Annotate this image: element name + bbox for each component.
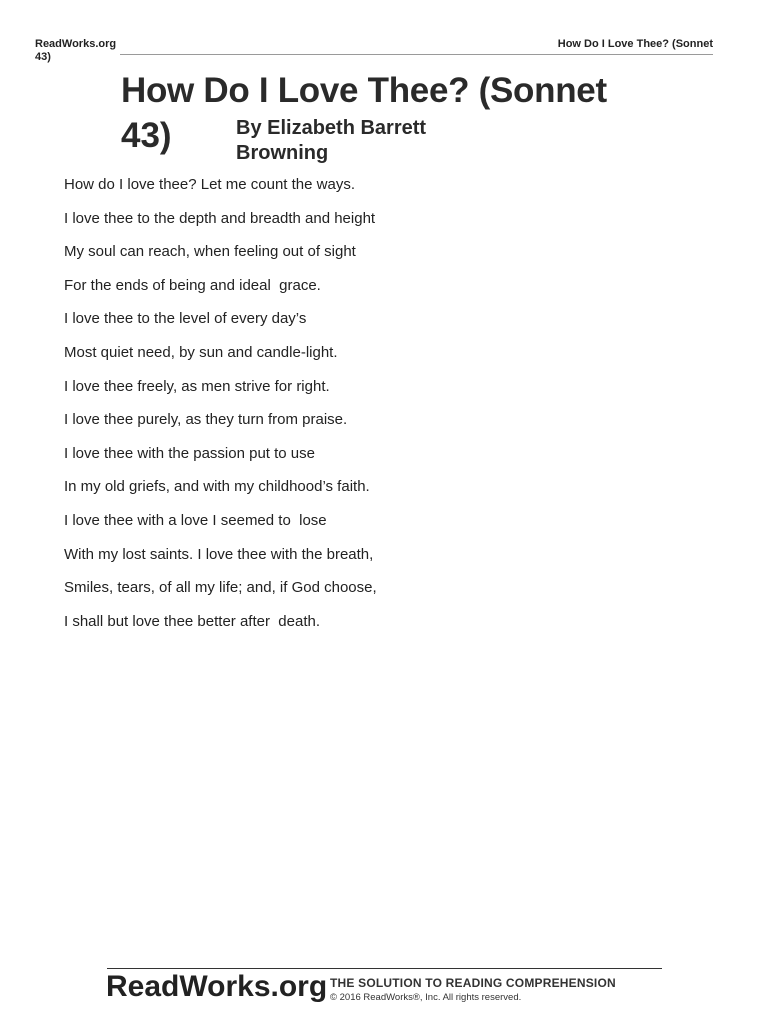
poem-line: How do I love thee? Let me count the ways. (64, 176, 355, 193)
poem-line: For the ends of being and ideal grace. (64, 276, 321, 294)
poem-body (64, 176, 377, 646)
page-title: How Do I Love Thee? (Sonnet (121, 71, 607, 110)
header-document-title-wrap: 43) (35, 51, 51, 63)
poem-line: With my lost saints. I love thee with the breath, (64, 545, 374, 563)
poem-line: I love thee with the passion put to use (64, 444, 315, 462)
byline-line-1: By Elizabeth Barrett (236, 117, 427, 139)
poem-line: I love thee freely, as men strive for right. (64, 377, 330, 395)
poem-line: Smiles, tears, of all my life; and, if God choose, (64, 579, 377, 597)
header-document-title: How Do I Love Thee? (Sonnet (557, 38, 713, 50)
poem-line: I shall but love thee better after death. (64, 612, 320, 630)
header-divider (120, 54, 713, 55)
poem-line: Most quiet need, by sun and candle-light. (64, 343, 338, 361)
poem-line: I love thee to the depth and breadth and height (64, 209, 376, 227)
poem-line: My soul can reach, when feeling out of sight (64, 243, 356, 261)
footer-logo: ReadWorks.org (106, 970, 328, 1003)
poem-line: I love thee purely, as they turn from praise. (64, 411, 348, 429)
poem-line: I love thee to the level of every day’s (64, 310, 307, 328)
header-site-name: ReadWorks.org (35, 38, 117, 50)
poem-line: In my old griefs, and with my childhood’s faith. (64, 478, 370, 496)
footer-copyright: © 2016 ReadWorks®, Inc. All rights reserved. (330, 992, 522, 1003)
byline-line-2: Browning (236, 142, 329, 164)
poem-line: I love thee with a love I seemed to lose (64, 511, 327, 529)
footer-tagline: THE SOLUTION TO READING COMPREHENSION (330, 976, 616, 990)
author-byline (236, 116, 426, 166)
page-title-continued: 43) (121, 116, 172, 155)
